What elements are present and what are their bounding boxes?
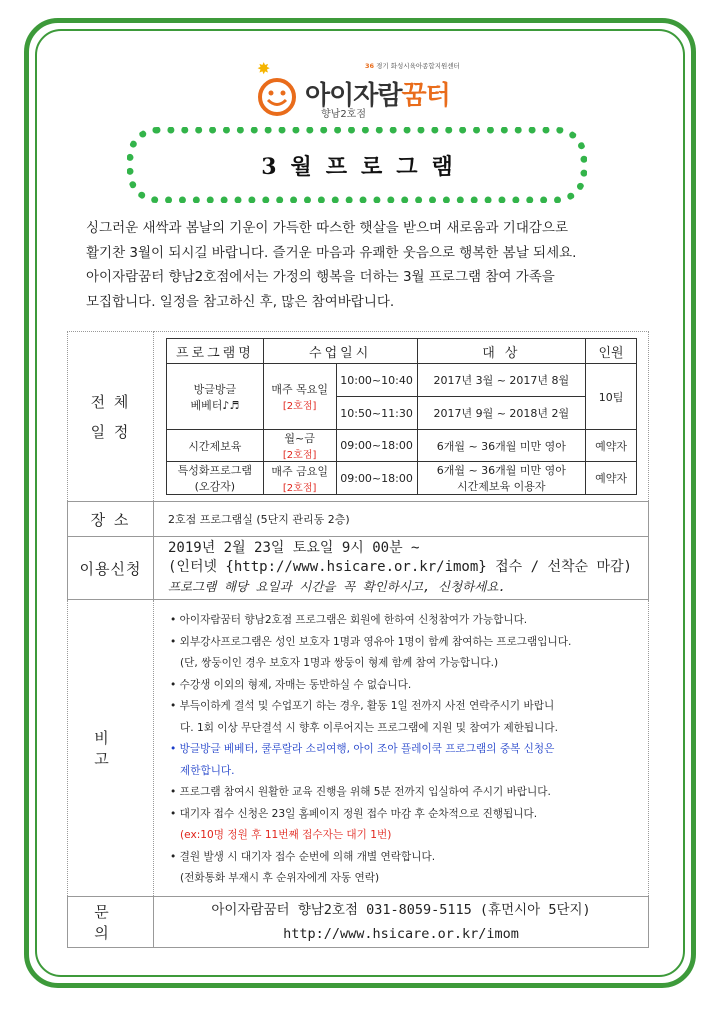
program1-name-line: 방글방글 (193, 382, 237, 396)
logo-branch: 향남2호점 (321, 109, 367, 120)
note-line: • 아이자람꿈터 향남2호점 프로그램은 회원에 한하여 신청참여가 가능합니다. (170, 614, 528, 627)
header-target: 대 상 (417, 339, 586, 364)
program1-target2: 2017년 9월 ~ 2018년 2월 (417, 397, 586, 430)
info-table (67, 331, 649, 948)
smiley-face-icon (255, 73, 299, 117)
contact-url-link[interactable]: http://www.hsicare.or.kr/imom (283, 926, 519, 942)
logo (255, 59, 485, 123)
program1-name-line: 베베터♪♬ (190, 398, 240, 412)
header-datetime: 수업일시 (263, 339, 417, 364)
schedule-label (68, 332, 154, 502)
apply-notice: 프로그램 해당 요일과 시간을 꼭 확인하시고, 신청하세요. (168, 579, 506, 594)
schedule-label-line: 일 정 (90, 422, 131, 441)
note-line: • 부득이하게 결석 및 수업포기 하는 경우, 활동 1일 전까지 사전 연락주시기 바랍니 (170, 700, 555, 713)
note-line: • 수강생 이외의 형제, 자매는 동반하실 수 없습니다. (170, 678, 412, 691)
intro-line: 아이자람꿈터 향남2호점에서는 가정의 행복을 더하는 3월 프로그램 참여 가족을 (86, 269, 555, 285)
page-title: 3월프로그램 (261, 153, 467, 180)
contact-phone: 아이자람꿈터 향남2호점 031-8059-5115 (휴먼시아 5단지) (211, 902, 591, 918)
program1-time1: 10:00~10:40 (336, 364, 417, 397)
intro-line: 싱그러운 새싹과 봄날의 기운이 가득한 따스한 햇살을 받으며 새로움과 기대감으로 (86, 220, 569, 236)
program1-capacity: 10팀 (586, 364, 637, 430)
apply-label: 이용신청 (68, 537, 154, 600)
note-line: • 대기자 접수 신청은 23일 홈페이지 정원 접수 마감 후 순차적으로 진행됩니다. (170, 807, 538, 820)
program3-day-text: 매주 금요일 (271, 464, 328, 478)
header-program: 프로그램명 (167, 339, 264, 364)
program3-day (263, 462, 336, 495)
note-line: • 프로그램 참여시 원활한 교육 진행을 위해 5분 전까지 입실하여 주시기 바랍니다. (170, 786, 551, 799)
note-line: 다. 1회 이상 무단결석 시 향후 이루어지는 프로그램에 지원 및 참여가 제한됩니다. (180, 721, 558, 734)
contact-label: 문 의 (68, 897, 154, 948)
program3-room: [2호점] (282, 482, 317, 494)
intro-line: 모집합니다. 일정을 참고하신 후, 많은 참여바랍니다. (86, 293, 395, 310)
logo-name: 아이자람꿈터 (305, 81, 450, 111)
title-box (127, 127, 587, 203)
notes-label: 비 고 (68, 600, 154, 897)
note-line: 제한합니다. (180, 764, 235, 777)
program2-time: 09:00~18:00 (336, 430, 417, 462)
contact-value (154, 897, 649, 948)
schedule-table (166, 338, 637, 495)
program3-target (417, 462, 586, 495)
apply-value (154, 537, 649, 600)
program2-target: 6개월 ~ 36개월 미만 영아 (417, 430, 586, 462)
org-name: 36 경기 화성시육아종합지원센터 (365, 62, 460, 70)
program2-room: [2호점] (282, 450, 317, 461)
star-icon: ✸ (257, 59, 271, 78)
place-value: 2호점 프로그램실 (5단지 관리동 2층) (154, 502, 649, 537)
intro-line: 활기찬 3월이 되시길 바랍니다. 즐거운 마음과 유쾌한 웃음으로 행복한 봄날 되세요. (86, 244, 577, 261)
program2-capacity: 예약자 (586, 430, 637, 462)
note-line: • 방글방글 베베터, 쿨루랄라 소리여행, 아이 조아 플레이쿡 프로그램의 중복 신청은 (170, 743, 555, 756)
notes-list (154, 600, 649, 897)
schedule-label-line: 전 체 (90, 392, 131, 411)
note-line: (단, 쌍둥이인 경우 보호자 1명과 쌍둥이 형제 함께 참여 가능합니다.) (180, 657, 499, 670)
note-line: • 외부강사프로그램은 성인 보호자 1명과 영유아 1명이 함께 참여하는 프로그램입니다. (170, 635, 572, 648)
note-line: (전화통화 부재시 후 순위자에게 자동 연락) (180, 872, 380, 885)
program3-capacity: 예약자 (586, 462, 637, 495)
note-line: (ex:10명 정원 후 11번째 접수자는 대기 1번) (180, 829, 392, 842)
program3-name-line: 특성화프로그램 (177, 464, 253, 477)
program2-day (263, 430, 336, 462)
apply-method: (인터넷 {http://www.hsicare.or.kr/imom} 접수 / 선착순 마감) (168, 559, 632, 575)
place-label: 장 소 (68, 502, 154, 537)
program2-day-text: 월~금 (284, 432, 315, 445)
program1-target1: 2017년 3월 ~ 2017년 8월 (417, 364, 586, 397)
program1-day (263, 364, 336, 430)
program1-room: [2호점] (282, 401, 317, 412)
program3-target-line: 시간제보육 이용자 (457, 480, 546, 493)
program3-target-line: 6개월 ~ 36개월 미만 영아 (436, 464, 566, 477)
header-capacity: 인원 (586, 339, 637, 364)
apply-date: 2019년 2월 23일 토요일 9시 00분 ~ (168, 540, 420, 556)
program3-name (167, 462, 264, 495)
program3-time: 09:00~18:00 (336, 462, 417, 495)
intro-text (86, 216, 646, 314)
program1-day-text: 매주 목요일 (271, 383, 328, 396)
program2-name: 시간제보육 (167, 430, 264, 462)
note-line: • 결원 발생 시 대기자 접수 순번에 의해 개별 연락합니다. (170, 850, 436, 863)
schedule-cell (154, 332, 649, 502)
program3-name-line: (오감자) (194, 480, 236, 493)
program1-time2: 10:50~11:30 (336, 397, 417, 430)
program1-name (167, 364, 264, 430)
